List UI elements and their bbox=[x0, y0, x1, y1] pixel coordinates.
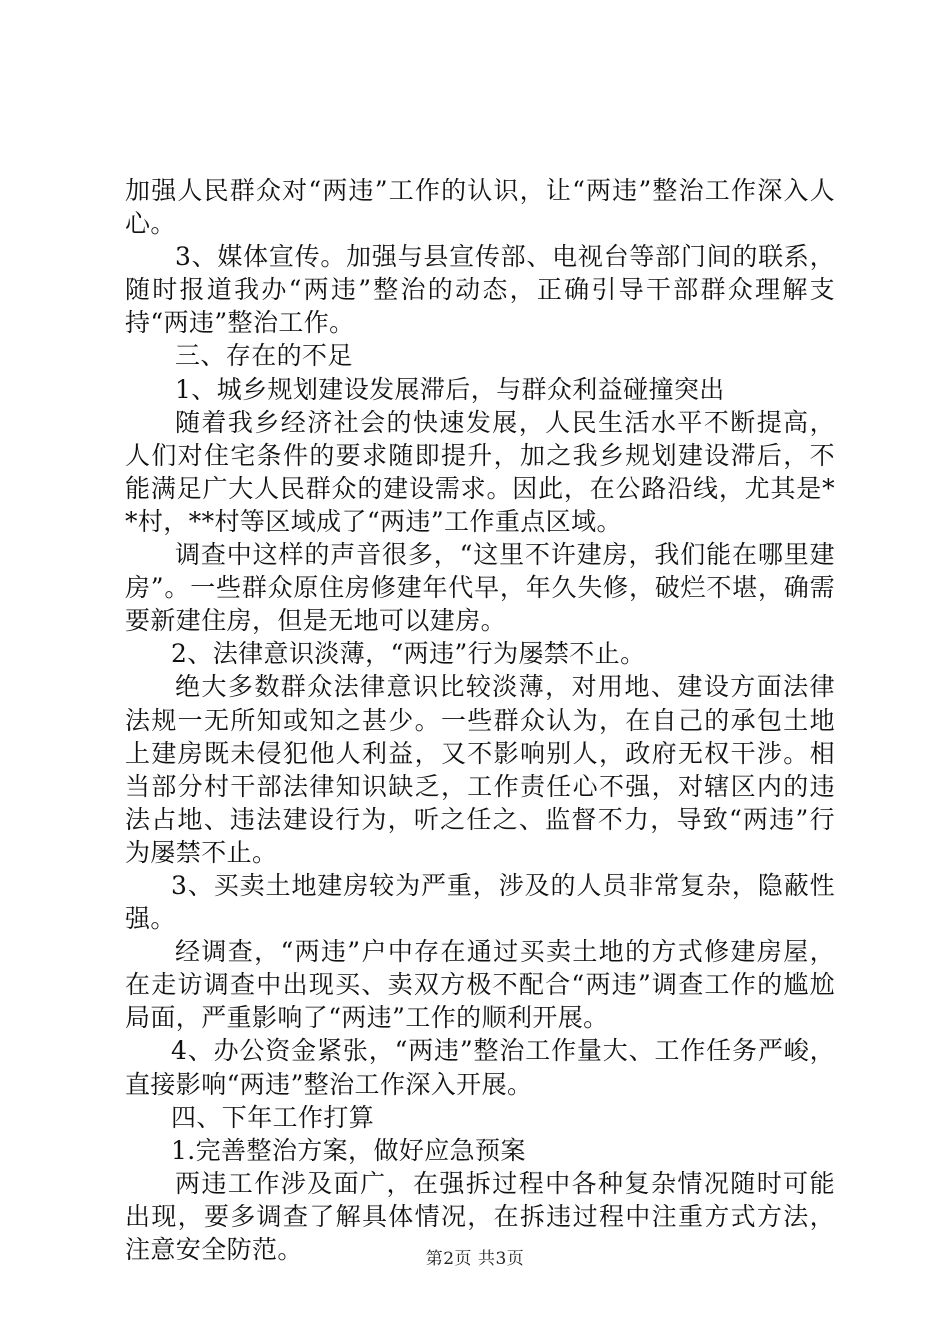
page-number-footer: 第2页 共3页 bbox=[425, 1249, 525, 1269]
paragraph-media-publicity: 3、媒体宣传。加强与县宣传部、电视台等部门间的联系，随时报道我办“两违”整治的动态，正确引导干部群众理解支持“两违”整治工作。 bbox=[125, 242, 835, 338]
paragraph-continuation: 加强人民群众对“两违”工作的认识，让“两违”整治工作深入人心。 bbox=[125, 176, 835, 239]
paragraph-improve-plan: 两违工作涉及面广，在强拆过程中各种复杂情况随时可能出现，要多调查了解具体情况，在拆违过程中注重方式方法，注意安全防范。 bbox=[125, 1168, 835, 1264]
paragraph-planning-lag: 随着我乡经济社会的快速发展，人民生活水平不断提高，人们对住宅条件的要求随即提升，加之我乡规划建设滞后，不能满足广大人民群众的建设需求。因此，在公路沿线，尤其是**村，**村等区域成了“两违”工作重点区域。 bbox=[125, 407, 835, 536]
section-heading-next-year-plan: 四、下年工作打算 bbox=[171, 1102, 375, 1132]
subheading-land-trading: 3、买卖土地建房较为严重，涉及的人员非常复杂，隐蔽性强。 bbox=[125, 870, 835, 934]
paragraph-survey-voices: 调查中这样的声音很多，“这里不许建房，我们能在哪里建房”。一些群众原住房修建年代早，年久失修，破烂不堪，确需要新建住房，但是无地可以建房。 bbox=[125, 540, 835, 636]
paragraph-legal-awareness: 绝大多数群众法律意识比较淡薄，对用地、建设方面法律法规一无所知或知之甚少。一些群众认为，在自己的承包土地上建房既未侵犯他人利益，又不影响别人，政府无权干涉。相当部分村干部法律知识缺乏，工作责任心不强，对辖区内的违法占地、违法建设行为，听之任之、监督不力，导致“两违”行为屡禁不止。 bbox=[125, 672, 835, 867]
document-body bbox=[125, 174, 835, 1266]
paragraph-land-trading: 经调查，“两违”户中存在通过买卖土地的方式修建房屋，在走访调查中出现买、卖双方极不配合“两违”调查工作的尴尬局面，严重影响了“两违”工作的顺利开展。 bbox=[125, 937, 835, 1033]
paragraph-funding-shortage: 4、办公资金紧张，“两违”整治工作量大、工作任务严峻，直接影响“两违”整治工作深入开展。 bbox=[125, 1036, 835, 1099]
subheading-planning-lag: 1、城乡规划建设发展滞后，与群众利益碰撞突出 bbox=[175, 374, 725, 404]
section-heading-shortcomings: 三、存在的不足 bbox=[175, 341, 353, 371]
subheading-improve-plan: 1.完善整治方案，做好应急预案 bbox=[171, 1135, 526, 1165]
subheading-legal-awareness: 2、法律意识淡薄，“两违”行为屡禁不止。 bbox=[171, 639, 646, 669]
